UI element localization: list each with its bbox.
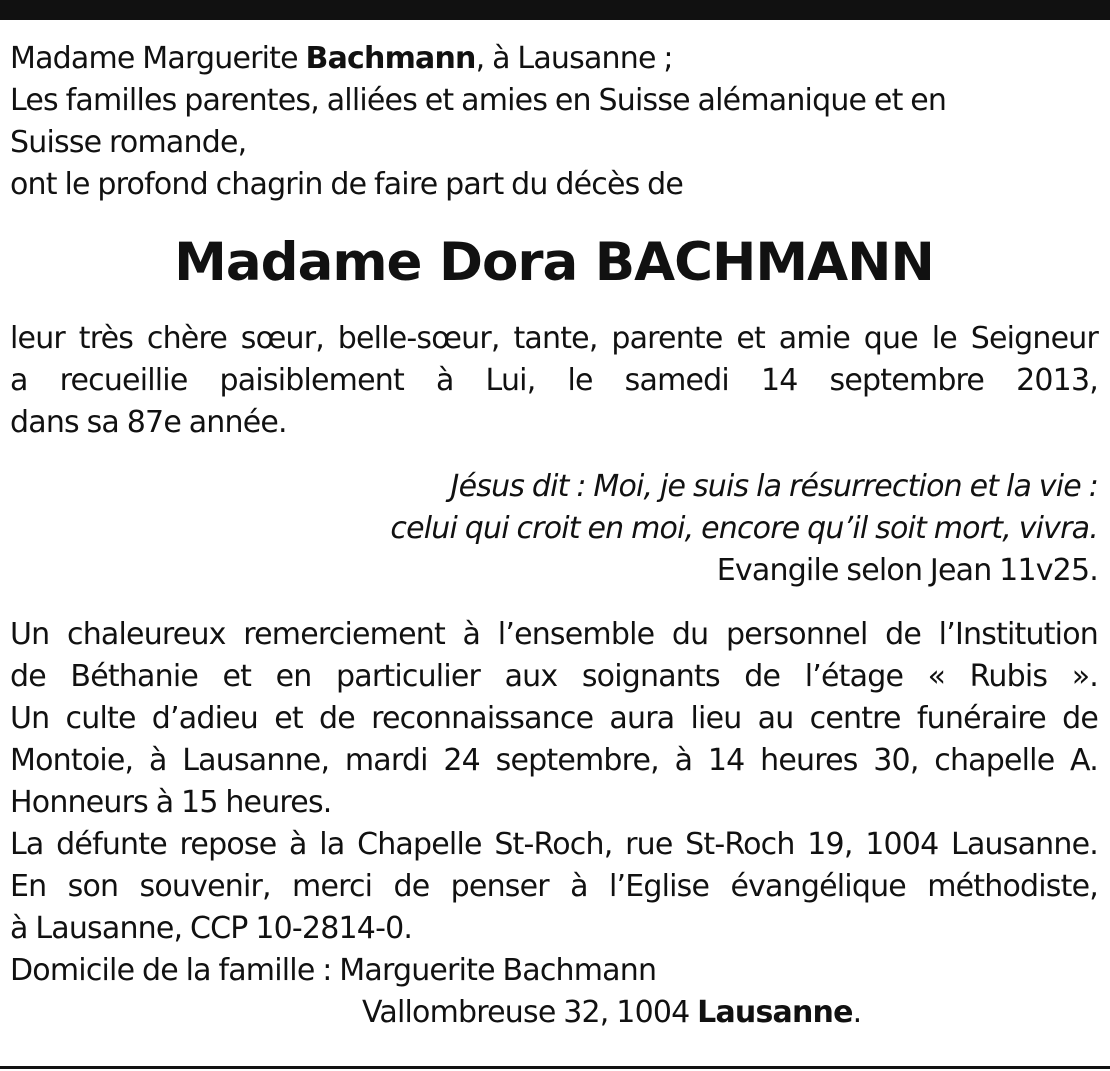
memory-line-2: à Lausanne, CCP 10-2814-0. xyxy=(10,911,413,946)
description-line-1: leur très chère sœur, belle-sœur, tante, parente et amie que le Seigneur xyxy=(10,321,1098,356)
rest-line: La défunte repose à la Chapelle St-Roch, rue St-Roch 19, 1004 Lausanne. xyxy=(10,827,1098,862)
description-line-3: dans sa 87e année. xyxy=(10,405,287,440)
deceased-name: Madame Dora BACHMANN xyxy=(174,232,934,293)
description-line-2: a recueillie paisiblement à Lui, le samedi 14 septembre 2013, xyxy=(10,363,1098,398)
death-notice xyxy=(10,38,1098,1034)
intro-line-3: Suisse romande, xyxy=(10,125,247,160)
intro-line-1-suffix: , à Lausanne ; xyxy=(475,41,673,76)
intro-block xyxy=(10,38,1098,206)
top-rule xyxy=(0,0,1110,20)
honours-line: Honneurs à 15 heures. xyxy=(10,785,332,820)
quote-line-2: celui qui croit en moi, encore qu’il soit mort, vivra. xyxy=(390,511,1098,546)
bottom-rule xyxy=(0,1066,1110,1069)
service-line-2: Montoie, à Lausanne, mardi 24 septembre, à 14 heures 30, chapelle A. xyxy=(10,743,1098,778)
thanks-line-1: Un chaleureux remerciement à l’ensemble du personnel de l’Institution xyxy=(10,617,1098,652)
address-city: Lausanne xyxy=(697,995,853,1030)
details-block xyxy=(10,614,1098,1034)
address-suffix: . xyxy=(852,995,862,1030)
intro-line-2: Les familles parentes, alliées et amies en Suisse alémanique et en xyxy=(10,83,947,118)
intro-line-4: ont le profond chagrin de faire part du décès de xyxy=(10,167,684,202)
quote-line-1: Jésus dit : Moi, je suis la résurrection et la vie : xyxy=(450,469,1098,504)
intro-line-1 xyxy=(10,38,1098,80)
description-block xyxy=(10,318,1098,444)
intro-line-1-prefix: Madame Marguerite xyxy=(10,41,306,76)
thanks-line-2: de Béthanie et en particulier aux soignants de l’étage « Rubis ». xyxy=(10,659,1098,694)
domicile-line: Domicile de la famille : Marguerite Bachmann xyxy=(10,953,657,988)
memory-line-1: En son souvenir, merci de penser à l’Eglise évangélique méthodiste, xyxy=(10,869,1098,904)
quote-reference: Evangile selon Jean 11v25. xyxy=(716,553,1098,588)
intro-surname: Bachmann xyxy=(305,41,476,76)
address-line xyxy=(10,992,1098,1034)
service-line-1: Un culte d’adieu et de reconnaissance aura lieu au centre funéraire de xyxy=(10,701,1098,736)
address-street: Vallombreuse 32, 1004 xyxy=(362,995,698,1030)
bible-quote xyxy=(10,466,1098,592)
